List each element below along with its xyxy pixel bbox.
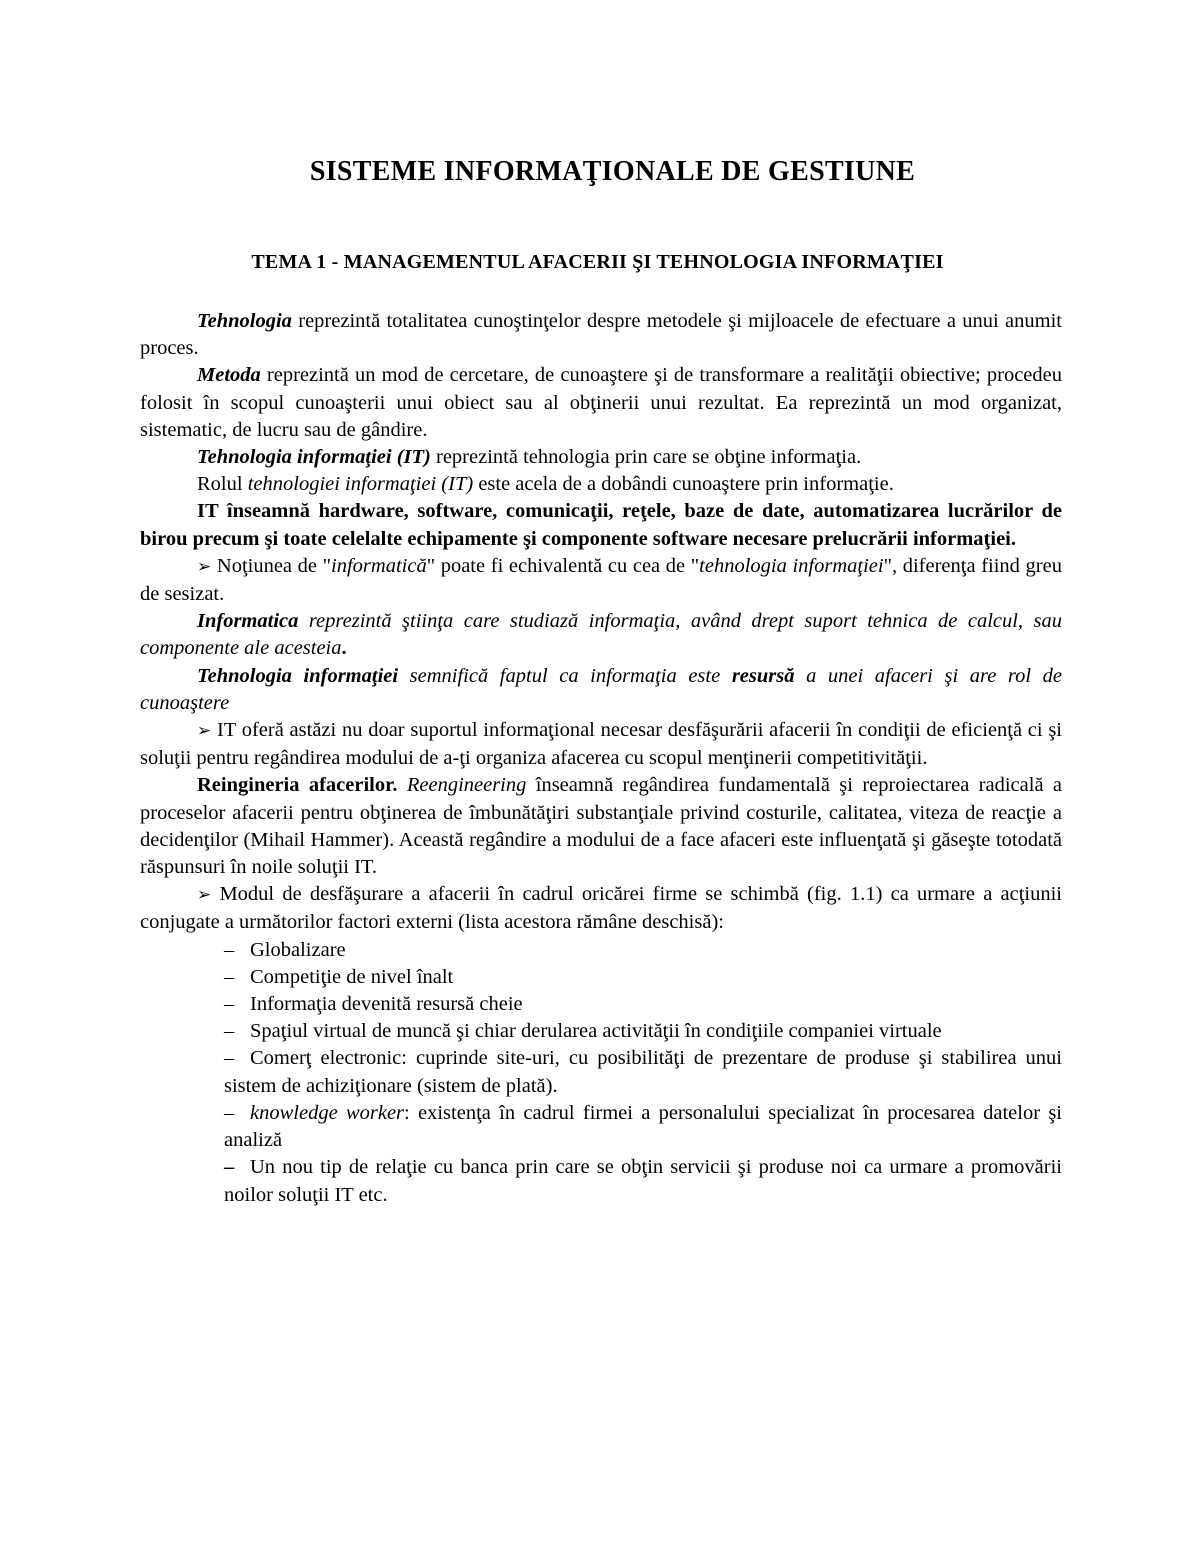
arrow-bullet-icon: ➢ (197, 885, 212, 906)
paragraph-tehnologia: Tehnologia reprezintă totalitatea cunoştinţelor despre metodele şi mijloacele de efectuare a unui anumit proces. (140, 310, 1062, 360)
list-item: – Un nou tip de relaţie cu banca prin care se obţin servicii şi produse noi ca urmare a promovării noilor soluţii IT etc. (224, 1156, 1062, 1206)
document-body (140, 308, 1062, 1209)
term: Metoda (197, 364, 261, 387)
bullet-modul-desfasurare: ➢ Modul de desfăşurare a afacerii în cadrul oricărei firme se schimbă (fig. 1.1) ca urmare a acţiunii conjugate a următorilor factori externi (lista acestora rămâne deschisă): (140, 883, 1062, 934)
term: Reingineria afacerilor. (197, 774, 398, 797)
list-item: – Competiţie de nivel înalt (140, 964, 1062, 991)
dash-bullet-icon: – (224, 965, 235, 988)
dash-bullet-icon: – (224, 1101, 235, 1124)
dash-bullet-icon: – (224, 1047, 235, 1070)
term: Tehnologia informaţiei (IT) (197, 446, 431, 469)
term: Tehnologia (197, 310, 292, 332)
document-title: SISTEME INFORMAŢIONALE DE GESTIUNE (309, 156, 916, 187)
dash-bullet-icon: – (224, 938, 235, 961)
bullet-notiunea-informatica: ➢ Noţiunea de "informatică" poate fi echivalentă cu cea de "tehnologia informaţiei", diferenţa fiind greu de sesizat. (140, 554, 1062, 606)
arrow-bullet-icon: ➢ (197, 721, 212, 742)
list-item: – knowledge worker: existenţa în cadrul firmei a personalului specializat în procesarea datelor şi analiză (224, 1101, 1062, 1152)
factors-list (140, 937, 1062, 1209)
arrow-bullet-icon: ➢ (197, 556, 212, 577)
paragraph-tehnologia-informatiei: Tehnologia informaţiei (IT) reprezintă tehnologia prin care se obţine informaţia. (197, 446, 862, 469)
term: Informatica (197, 610, 299, 633)
list-item: – Globalizare (140, 937, 1062, 964)
paragraph-reingineria: Reingineria afacerilor. Reengineering înseamnă regândirea fundamentală şi reproiectarea radicală a proceselor afacerii pentru obţinerea de îmbunătăţiri substanţiale privind costurile, calitatea, viteza de reacţie a decidenţilor (Mihail Hammer). Această regândire a modului de a face afaceri este influenţată şi găseşte totodată răspunsuri în noile soluţii IT. (140, 774, 1062, 879)
list-item: – Informaţia devenită resursă cheie (140, 991, 1062, 1018)
bullet-it-ofera: ➢ IT oferă astăzi nu doar suportul informaţional necesar desfăşurării afacerii în condiţii de eficienţă ci şi soluţii pentru regândirea modului de a-ţi organiza afacerea cu scopul menţinerii competitivităţii. (140, 719, 1062, 770)
paragraph-informatica: Informatica reprezintă ştiinţa care studiază informaţia, având drept suport tehnica de calcul, sau componente ale acesteia. (140, 610, 1062, 660)
dash-bullet-icon: – (224, 1020, 235, 1043)
section-heading: TEMA 1 - MANAGEMENTUL AFACERII ŞI TEHNOLOGIA INFORMAŢIEI (251, 251, 944, 273)
paragraph-it-definition: IT înseamnă hardware, software, comunicaţii, reţele, baze de date, automatizarea lucrărilor de birou precum şi toate celelalte echipamente şi componente software necesare prelucrării informaţiei. (140, 500, 1062, 550)
paragraph-rolul-it: Rolul tehnologiei informaţiei (IT) este acela de a dobândi cunoaştere prin informaţie. (197, 473, 894, 496)
list-item: – Comerţ electronic: cuprinde site-uri, cu posibilităţi de prezentare de produse şi stabilirea unui sistem de achiziţionare (sistem de plată). (224, 1047, 1062, 1097)
paragraph-metoda: Metoda reprezintă un mod de cercetare, de cunoaştere şi de transformare a realităţii obiective; procedeu folosit în scopul cunoaşterii unui obiect sau al obţinerii unui rezultat. Ea reprezintă un mod organizat, sistematic, de lucru sau de gândire. (140, 364, 1062, 441)
term: Tehnologia informaţiei (197, 664, 399, 687)
paragraph-resursa: Tehnologia informaţiei semnifică faptul ca informaţia este resursă a unei afaceri şi are rol de cunoaştere (140, 664, 1062, 714)
list-item: – Spaţiul virtual de muncă şi chiar derularea activităţii în condiţiile companiei virtuale (140, 1018, 1062, 1045)
dash-bullet-icon: – (224, 993, 235, 1016)
dash-bullet-icon: – (224, 1156, 235, 1179)
